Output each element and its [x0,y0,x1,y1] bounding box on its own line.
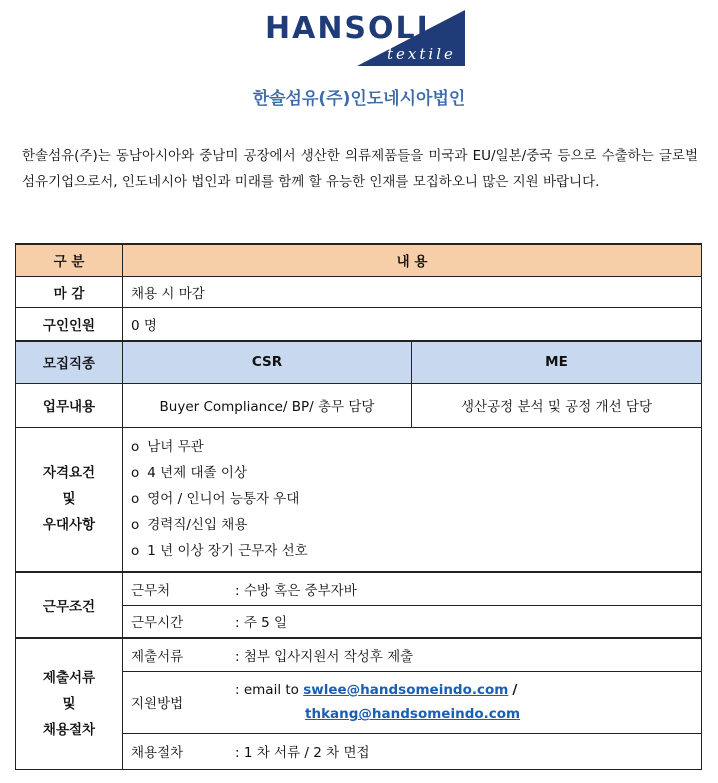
logo-sub-text: textile [387,45,456,63]
duty-label: 업무내용 [16,383,123,427]
worktime-cell [123,605,702,638]
header-content: 내 용 [123,244,702,276]
headcount-label: 구인인원 [16,307,123,341]
qualification-label-line2: 및 [62,491,76,508]
apply-prefix: : email to [235,682,299,698]
company-subtitle: 한솔섬유(주)인도네시아법인 [252,89,466,109]
qualification-list [131,434,693,564]
qualification-item: o 1 년 이상 장기 근무자 선호 [131,538,693,564]
apply-cell [123,671,702,733]
duty-row [16,383,702,427]
qualification-label-line3: 우대사항 [42,517,96,534]
documents-cell [123,638,702,671]
process-value: : 1 차 서류 / 2 차 면접 [235,745,370,761]
headcount-value: 0 명 [123,307,702,341]
documents-label: 제출서류 [131,648,184,665]
header-category: 구 분 [16,244,123,276]
worktime-label: 근무시간 [131,615,184,632]
position-csr: CSR [123,341,412,383]
submission-label-line2: 및 [62,695,76,712]
workplace-value: : 수방 혹은 중부자바 [235,582,357,599]
email-link-swlee[interactable]: swlee@handsomeindo.com [303,682,509,698]
workplace-label: 근무처 [131,582,171,599]
deadline-row [16,276,702,307]
submission-label [16,638,123,769]
submission-label-line3: 채용절차 [42,721,96,738]
submission-label-line1: 제출서류 [42,669,96,686]
position-row [16,341,702,383]
qualification-item: o 경력직/신입 채용 [131,512,693,538]
qualification-label [16,427,123,572]
work-conditions-label: 근무조건 [16,572,123,638]
logo-brand-text: HANSOLL [265,11,438,46]
qualification-label-line1: 자격요건 [42,465,96,482]
qualification-row [16,427,702,572]
workplace-cell [123,572,702,605]
qualification-item: o 남녀 무관 [131,434,693,460]
duty-csr: Buyer Compliance/ BP/ 총무 담당 [123,383,412,427]
qualification-item: o 4 년제 대졸 이상 [131,460,693,486]
process-cell [123,733,702,769]
qualification-cell [123,427,702,572]
position-label: 모집직종 [16,341,123,383]
deadline-label: 마 감 [16,276,123,307]
email-link-thkang[interactable]: thkang@handsomeindo.com [305,706,521,722]
email-separator: / [512,682,518,698]
apply-label: 지원방법 [131,696,184,712]
intro-paragraph: 한솔섬유(주)는 동남아시아와 중남미 공장에서 생산한 의류제품들을 미국과 EU/일본/중국 등으로 수출하는 글로벌 섬유기업으로서, 인도네시아 법인과 미래를 함께 할 유능한 인재를 모집하오니 많은 지원 바랍니다. [22,148,698,190]
process-label: 채용절차 [131,745,184,761]
worktime-value: : 주 5 일 [235,615,288,632]
qualification-item: o 영어 / 인니어 능통자 우대 [131,486,693,512]
position-me: ME [412,341,702,383]
documents-value: : 첨부 입사지원서 작성후 제출 [235,648,414,665]
headcount-row [16,307,702,341]
duty-me: 생산공정 분석 및 공정 개선 담당 [412,383,702,427]
documents-row [16,638,702,671]
table-header-row [16,244,702,276]
deadline-value: 채용 시 마감 [123,276,702,307]
hansoll-logo [265,6,465,68]
recruitment-table [15,243,702,770]
workplace-row [16,572,702,605]
